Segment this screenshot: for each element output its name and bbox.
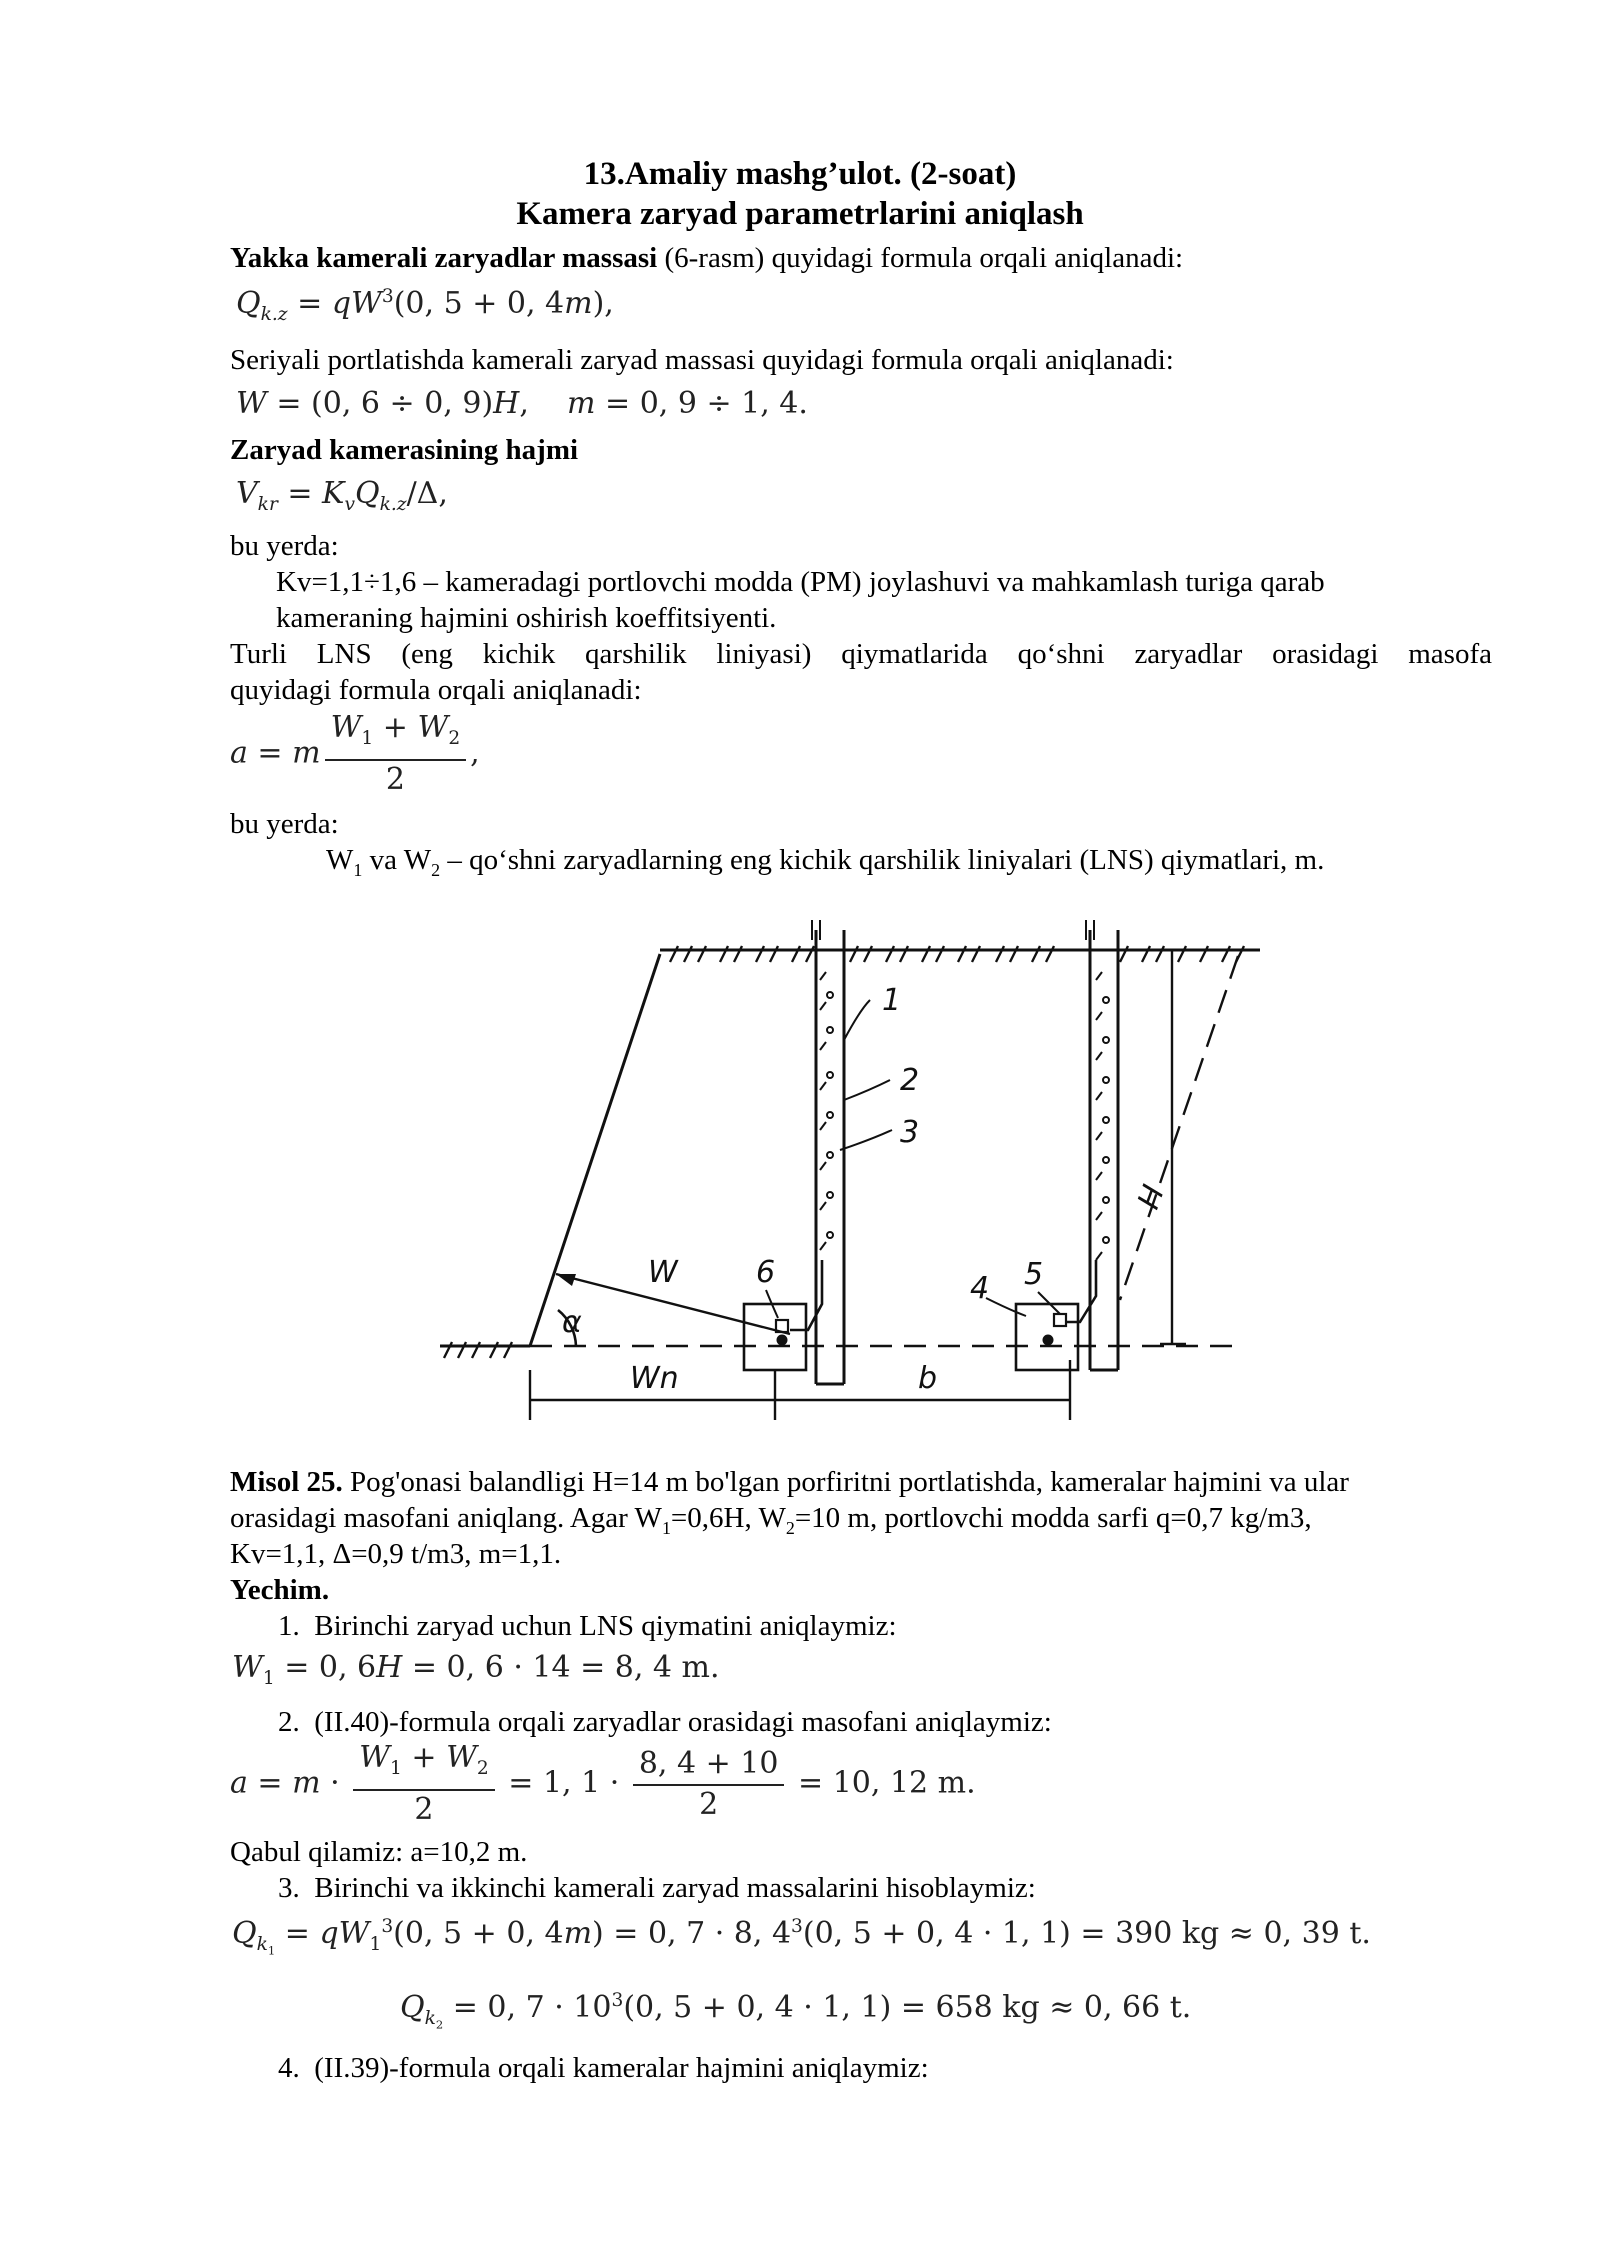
lns-paragraph-line2: quyidagi formula orqali aniqlanadi:: [230, 674, 642, 706]
figure-label-W: W: [648, 1255, 678, 1290]
step-1: 1. Birinchi zaryad uchun LNS qiymatini aniqlaymiz:: [278, 1610, 897, 1642]
formula-qk2: $Q_{k_2} = 0$, $7 \cdot 10^3(0$, 5 + 0, 4 · 1, 1) = 658 kg ≈ 0, 66 t.: [400, 1990, 1192, 2032]
paragraph-single-chamber: [230, 240, 1183, 276]
formula-a-calc: a = m · $\frac{W_1 + W_2}{2}$ = 1, 1 · $\frac{8, 4 + 10}{2}$ = 10, 12 m.: [230, 1740, 976, 1827]
misol-text: Pog'onasi balandligi H=14 m bo'lgan porfiritni portlatishda, kameralar hajmini va ular: [342, 1466, 1349, 1498]
lns-paragraph-text: Turli LNS (eng kichik qarshilik liniyasi) qiymatlarida qo‘shni zaryadlar orasidagi masofa: [230, 638, 1492, 670]
figure-label-4: 4: [970, 1271, 990, 1306]
page-subtitle: Kamera zaryad parametrlarini aniqlash: [516, 196, 1084, 232]
figure-label-alpha: α: [562, 1305, 582, 1340]
misol-line3: Kv=1,1, Δ=0,9 t/m3, m=1,1.: [230, 1538, 562, 1570]
formula-vkr: $V_{kr} = K_vQ_{k.z}/\Delta$,: [236, 476, 448, 515]
qabul-line: Qabul qilamiz: a=10,2 m.: [230, 1836, 528, 1868]
formula-w1: $W_1 = 0$, 6H = 0, 6 · 14 = 8, 4 m.: [232, 1650, 720, 1689]
formula-qk1: $Q_{k_1} = qW_1^3(0$, 5 + 0, 4m) = 0, 7 · 8, $4^3(0$, 5 + 0, 4 · 1, 1) = 390 kg ≈ 0, 39 t.: [232, 1916, 1371, 1958]
figure-label-3: 3: [900, 1115, 920, 1150]
w-definition: $W_1$ va $W_2$ – qo‘shni zaryadlarning eng kichik qarshilik liniyalari (LNS) qiymatlari, m.: [326, 844, 1325, 880]
bu-yerda-label: bu yerda:: [230, 530, 339, 562]
misol-text-a: orasidagi masofani aniqlang. Agar W: [230, 1502, 662, 1534]
step-4: 4. (II.39)-formula orqali kameralar hajmini aniqlaymiz:: [278, 2052, 929, 2084]
figure-label-2: 2: [900, 1063, 920, 1098]
formula-qkz: $Q_{k.z} = qW^3(0$, 5 + 0, 4m),: [236, 286, 614, 325]
paragraph-serial: Seriyali portlatishda kamerali zaryad massasi quyidagi formula orqali aniqlanadi:: [230, 344, 1174, 376]
misol-label: Misol 25.: [230, 1466, 343, 1498]
figure-label-1: 1: [882, 983, 902, 1018]
kv-definition-text: Kv=1,1÷1,6 – kameradagi portlovchi modda (PM) joylashuvi va mahkamlash turiga qarab: [276, 566, 1325, 598]
kv-definition-line2: kameraning hajmini oshirish koeffitsiyenti.: [276, 602, 777, 634]
figure-label-b: b: [918, 1361, 938, 1396]
paragraph-chamber-volume: Zaryad kamerasining hajmi: [230, 434, 579, 466]
lns-paragraph-line1: [230, 636, 1492, 672]
figure-label-6: 6: [756, 1255, 776, 1290]
w-definition-text: – qo‘shni zaryadlarning eng kichik qarshilik liniyalari (LNS) qiymatlari, m.: [440, 844, 1325, 876]
formula-a: a = m $\frac{W_1 + W_2}{2}$ ,: [230, 710, 480, 797]
figure-label-H: H: [1131, 1180, 1172, 1214]
bu-yerda-label-2: bu yerda:: [230, 808, 339, 840]
formula-w-m: W = (0, 6 ÷ 0, 9)H, m = 0, 9 ÷ 1, 4.: [236, 386, 808, 421]
bold-term: Yakka kamerali zaryadlar massasi: [230, 242, 658, 274]
kv-definition-line1: [276, 564, 1492, 600]
misol-line2: orasidagi masofani aniqlang. Agar $W_1=0,6H$, $W_2=10$ m, portlovchi modda sarfi q=0,7 kg/m3,: [230, 1502, 1312, 1538]
paragraph-text: (6-rasm) quyidagi formula orqali aniqlanadi:: [657, 242, 1184, 274]
chamber-charge-diagram: [430, 900, 1270, 1460]
page-title: 13.Amaliy mashg’ulot. (2-soat): [583, 156, 1017, 192]
misol-line1: [230, 1464, 1349, 1500]
misol-text-c: =10 m, portlovchi modda sarfi q=0,7 kg/m3,: [794, 1502, 1312, 1534]
figure-label-5: 5: [1024, 1257, 1044, 1292]
step-3: 3. Birinchi va ikkinchi kamerali zaryad massalarini hisoblaymiz:: [278, 1872, 1036, 1904]
yechim-label: Yechim.: [230, 1574, 330, 1606]
slope-face-line: [530, 954, 660, 1346]
misol-text-b: =0,6H, W: [670, 1502, 786, 1534]
step-2: 2. (II.40)-formula orqali zaryadlar orasidagi masofani aniqlaymiz:: [278, 1706, 1052, 1738]
figure-label-Wn: Wn: [630, 1361, 679, 1396]
left-chamber: [744, 1304, 806, 1370]
